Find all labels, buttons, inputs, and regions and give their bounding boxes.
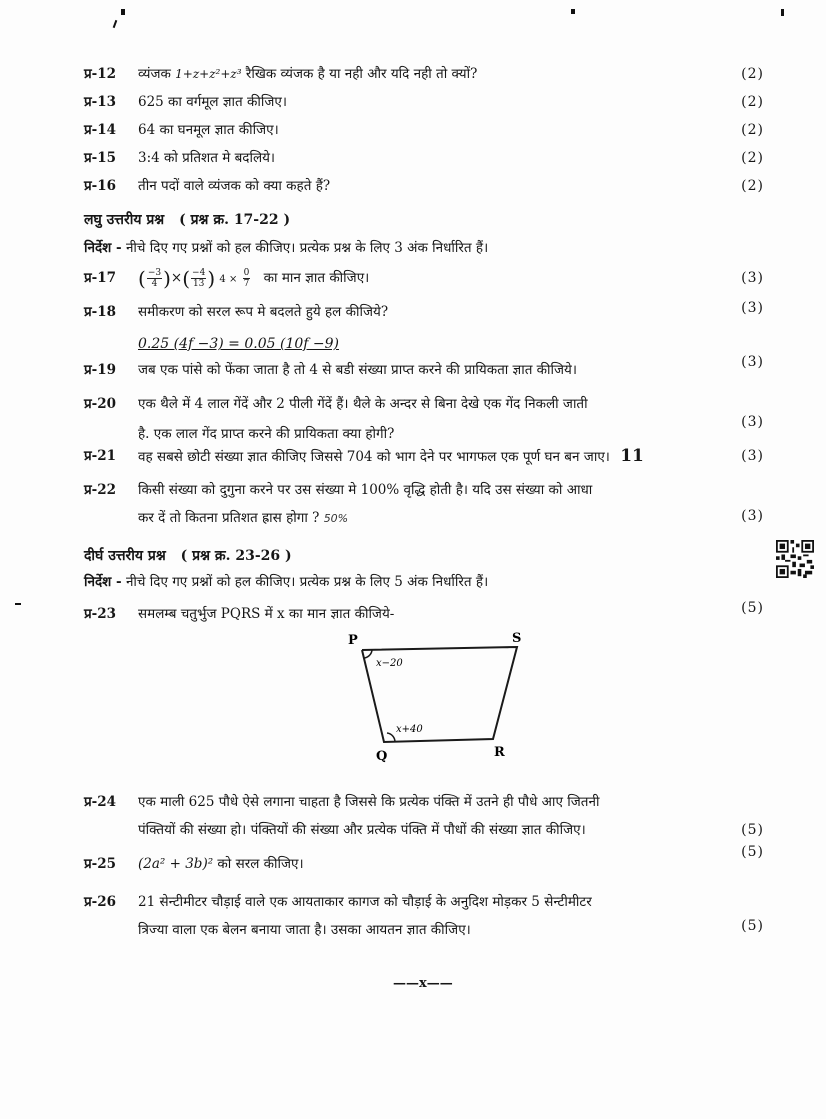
handwritten-answer: 11 [620,446,644,466]
question-text: समलम्ब चतुर्भुज PQRS में x का मान ज्ञात कीजिये- [138,606,395,622]
marks: (2) [741,178,764,194]
question-text: व्यंजक 1+z+z²+z³ रैखिक व्यंजक है या नही और यदि नही तो क्यों? [138,66,478,82]
question-19 [84,354,764,380]
question-number: प्र-14 [84,122,117,138]
question-number: प्र-17 [84,270,117,286]
vertex-label-r: R [494,745,505,760]
question-text: 625 का वर्गमूल ज्ञात कीजिए। [138,94,287,110]
marks: (2) [741,94,764,110]
marks: (3) [741,508,764,524]
question-text: समीकरण को सरल रूप मे बदलते हुये हल कीजिये? [138,304,389,320]
question-number: प्र-19 [84,362,117,378]
question-number: प्र-12 [84,66,117,82]
scan-speck [113,20,118,28]
vertex-label-p: P [348,633,358,648]
question-26 [84,892,764,940]
question-12 [84,64,764,84]
question-text: 21 सेन्टीमीटर चौड़ाई वाले एक आयताकार कागज को चौड़ाई के अनुदिश मोड़कर 5 सेन्टीमीटर त्रिज्या वाला एक बेलन बनाया जाता है। उसका आयतन ज्ञात कीजिए। [138,894,592,938]
marks: (2) [741,66,764,82]
question-number: प्र-23 [84,606,117,622]
question-text: एक माली 625 पौधे ऐसे लगाना चाहता है जिससे कि प्रत्येक पंक्ति में उतने ही पौधे आए जितनी पंक्तियों की संख्या हो। पंक्तियों की संख्या और प्रत्येक पंक्ति में पौधों की संख्या ज्ञात कीजिए। [138,794,600,838]
question-number: प्र-18 [84,304,117,320]
qr-code-icon [776,540,814,578]
question-text: एक थैले में 4 लाल गेंदें और 2 पीली गेंदें हैं। थैले के अन्दर से बिना देखे एक गेंद निकली जाती है. एक लाल गेंद प्राप्त करने की प्रायिकता क्या होगी? [138,396,588,442]
section-instruction-long: निर्देश - नीचे दिए गए प्रश्नों को हल कीजिए। प्रत्येक प्रश्न के लिए 5 अंक निर्धारित हैं। [84,574,489,590]
question-text: ( $\frac{-3}{4}$ )×( $\frac{-4}{13}$ ) 4 × $\frac{0}{7}$ का मान ज्ञात कीजिए। [138,266,370,291]
question-number: प्र-13 [84,94,117,110]
vertex-label-q: Q [376,749,388,764]
section-heading-short: लघु उत्तरीय प्रश्न ( प्रश्न क्र. 17-22 ) [84,212,291,228]
question-text: वह सबसे छोटी संख्या ज्ञात कीजिए जिससे 704 को भाग देने पर भागफल एक पूर्ण घन बन जाए। 11 [138,446,644,466]
question-text: जब एक पांसे को फेंका जाता है तो 4 से बडी संख्या प्राप्त करने की प्रायिकता ज्ञात कीजिये। [138,362,578,378]
marks: (2) [741,150,764,166]
question-text: किसी संख्या को दुगुना करने पर उस संख्या मे 100% वृद्धि होती है। यदि उस संख्या को आधा कर दें तो कितना प्रतिशत ह्रास होगा ? 50% [138,482,593,526]
question-18 [84,302,764,322]
question-22 [84,480,764,529]
marks: (3) [741,414,764,430]
question-text: तीन पदों वाले व्यंजक को क्या कहते हैं? [138,178,331,194]
question-13 [84,92,764,112]
question-17 [84,268,764,290]
marks: (3) [741,300,764,316]
marks: (5) [741,844,764,860]
section-heading-long: दीर्घ उत्तरीय प्रश्न ( प्रश्न क्र. 23-26 ) [84,548,292,564]
fraction: $\frac{-3}{4}$ [147,268,162,289]
question-16 [84,176,764,196]
question-text: 64 का घनमूल ज्ञात कीजिए। [138,122,279,138]
question-text: (2a² + 3b)² को सरल कीजिए। [138,856,304,872]
question-number: प्र-20 [84,396,117,412]
marks: (5) [741,822,764,838]
question-15 [84,148,764,168]
question-20 [84,394,764,444]
question-14 [84,120,764,140]
angle-label-p: x−20 [376,658,403,669]
end-of-paper-mark: ——x—— [393,976,453,991]
question-number: प्र-16 [84,178,117,194]
equation: 0.25 (4f −3) = 0.05 (10f −9) [138,336,339,352]
scan-speck [121,9,125,15]
marks: (2) [741,122,764,138]
marks: (5) [741,918,764,934]
fraction: $\frac{-4}{13}$ [192,268,206,289]
question-text: 3:4 को प्रतिशत मे बदलिये। [138,150,276,166]
question-number: प्र-24 [84,794,117,810]
marks: (3) [741,270,764,286]
fraction: $\frac{0}{7}$ [243,268,250,289]
handwritten-answer: 50% [323,512,349,525]
section-instruction-short: निर्देश - नीचे दिए गए प्रश्नों को हल कीजिए। प्रत्येक प्रश्न के लिए 3 अंक निर्धारित हैं। [84,240,489,256]
scan-speck [15,603,21,605]
question-21 [84,446,764,467]
question-number: प्र-22 [84,482,117,498]
trapezium-pqrs-figure [340,620,540,770]
scan-speck [781,9,784,16]
question-number: प्र-15 [84,150,117,166]
question-number: प्र-26 [84,894,117,910]
vertex-label-s: S [512,631,522,646]
marks: (3) [741,448,764,464]
question-25 [84,844,764,874]
question-24 [84,792,764,840]
scan-speck [571,9,575,14]
marks: (5) [741,600,764,616]
question-number: प्र-21 [84,448,117,464]
marks: (3) [741,354,764,370]
question-number: प्र-25 [84,856,117,872]
angle-label-q: x+40 [396,724,423,735]
